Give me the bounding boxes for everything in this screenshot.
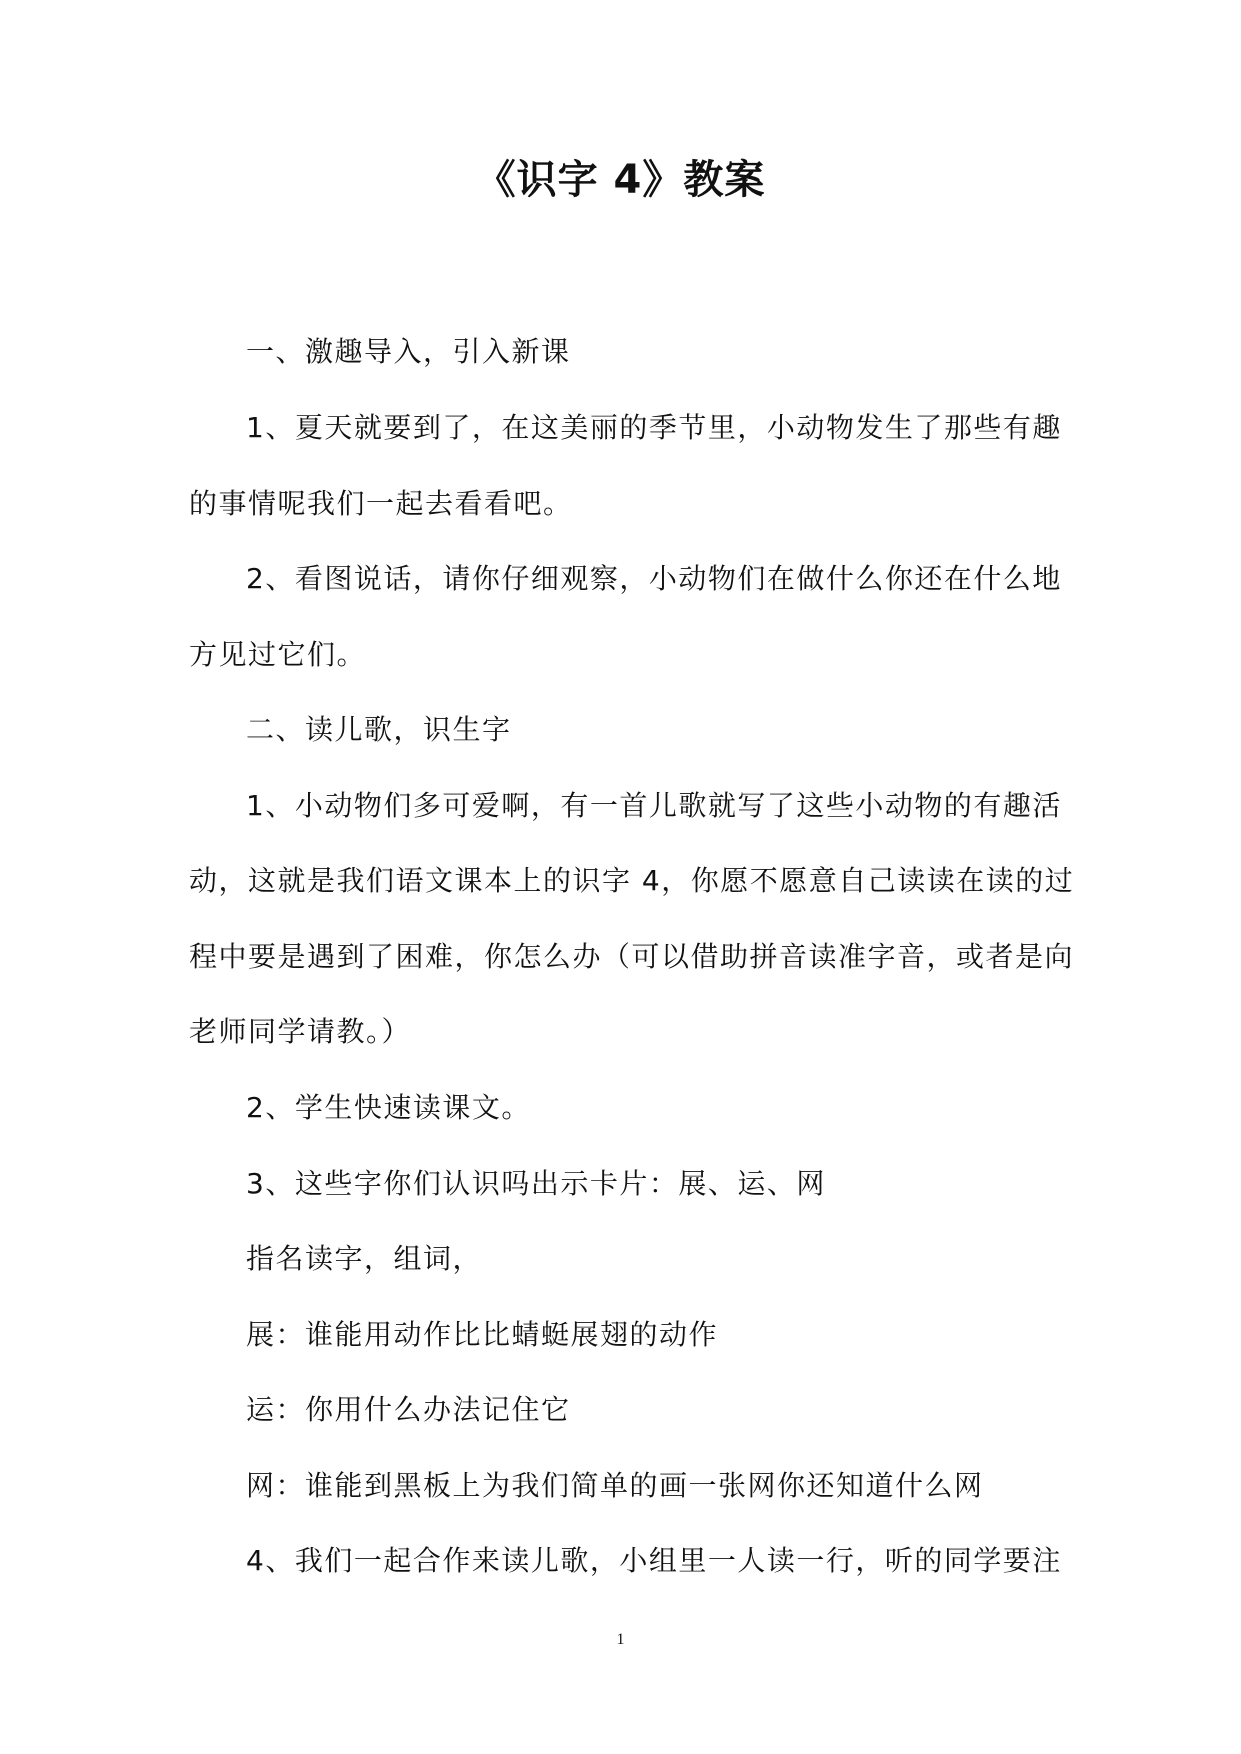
section-heading-1: 一、激趣导入，引入新课 [246, 335, 571, 368]
paragraph-line: 1、小动物们多可爱啊，有一首儿歌就写了这些小动物的有趣活 [246, 789, 1062, 822]
paragraph-line: 网：谁能到黑板上为我们简单的画一张网你还知道什么网 [246, 1469, 984, 1502]
paragraph-line: 老师同学请教。） [189, 1015, 412, 1048]
paragraph-line: 展：谁能用动作比比蜻蜓展翅的动作 [246, 1318, 719, 1351]
paragraph-line: 1、夏天就要到了，在这美丽的季节里，小动物发生了那些有趣 [246, 411, 1062, 444]
paragraph-line: 的事情呢我们一起去看看吧。 [189, 487, 573, 520]
paragraph-line: 2、学生快速读课文。 [246, 1091, 531, 1124]
paragraph-line: 程中要是遇到了困难，你怎么办（可以借助拼音读准字音，或者是向 [189, 940, 1075, 973]
paragraph-line: 动，这就是我们语文课本上的识字 4，你愿不愿意自己读读在读的过 [189, 864, 1075, 897]
paragraph-line: 2、看图说话，请你仔细观察，小动物们在做什么你还在什么地 [246, 562, 1062, 595]
paragraph-line: 方见过它们。 [189, 638, 367, 671]
paragraph-line: 3、这些字你们认识吗出示卡片：展、运、网 [246, 1167, 826, 1200]
document-title: 《识字 4》教案 [475, 157, 766, 203]
paragraph-line: 4、我们一起合作来读儿歌，小组里一人读一行，听的同学要注 [246, 1544, 1062, 1577]
page-number: 1 [616, 1631, 625, 1648]
section-heading-2: 二、读儿歌，识生字 [246, 713, 512, 746]
paragraph-line: 运：你用什么办法记住它 [246, 1393, 571, 1426]
paragraph-line: 指名读字，组词， [246, 1242, 483, 1275]
